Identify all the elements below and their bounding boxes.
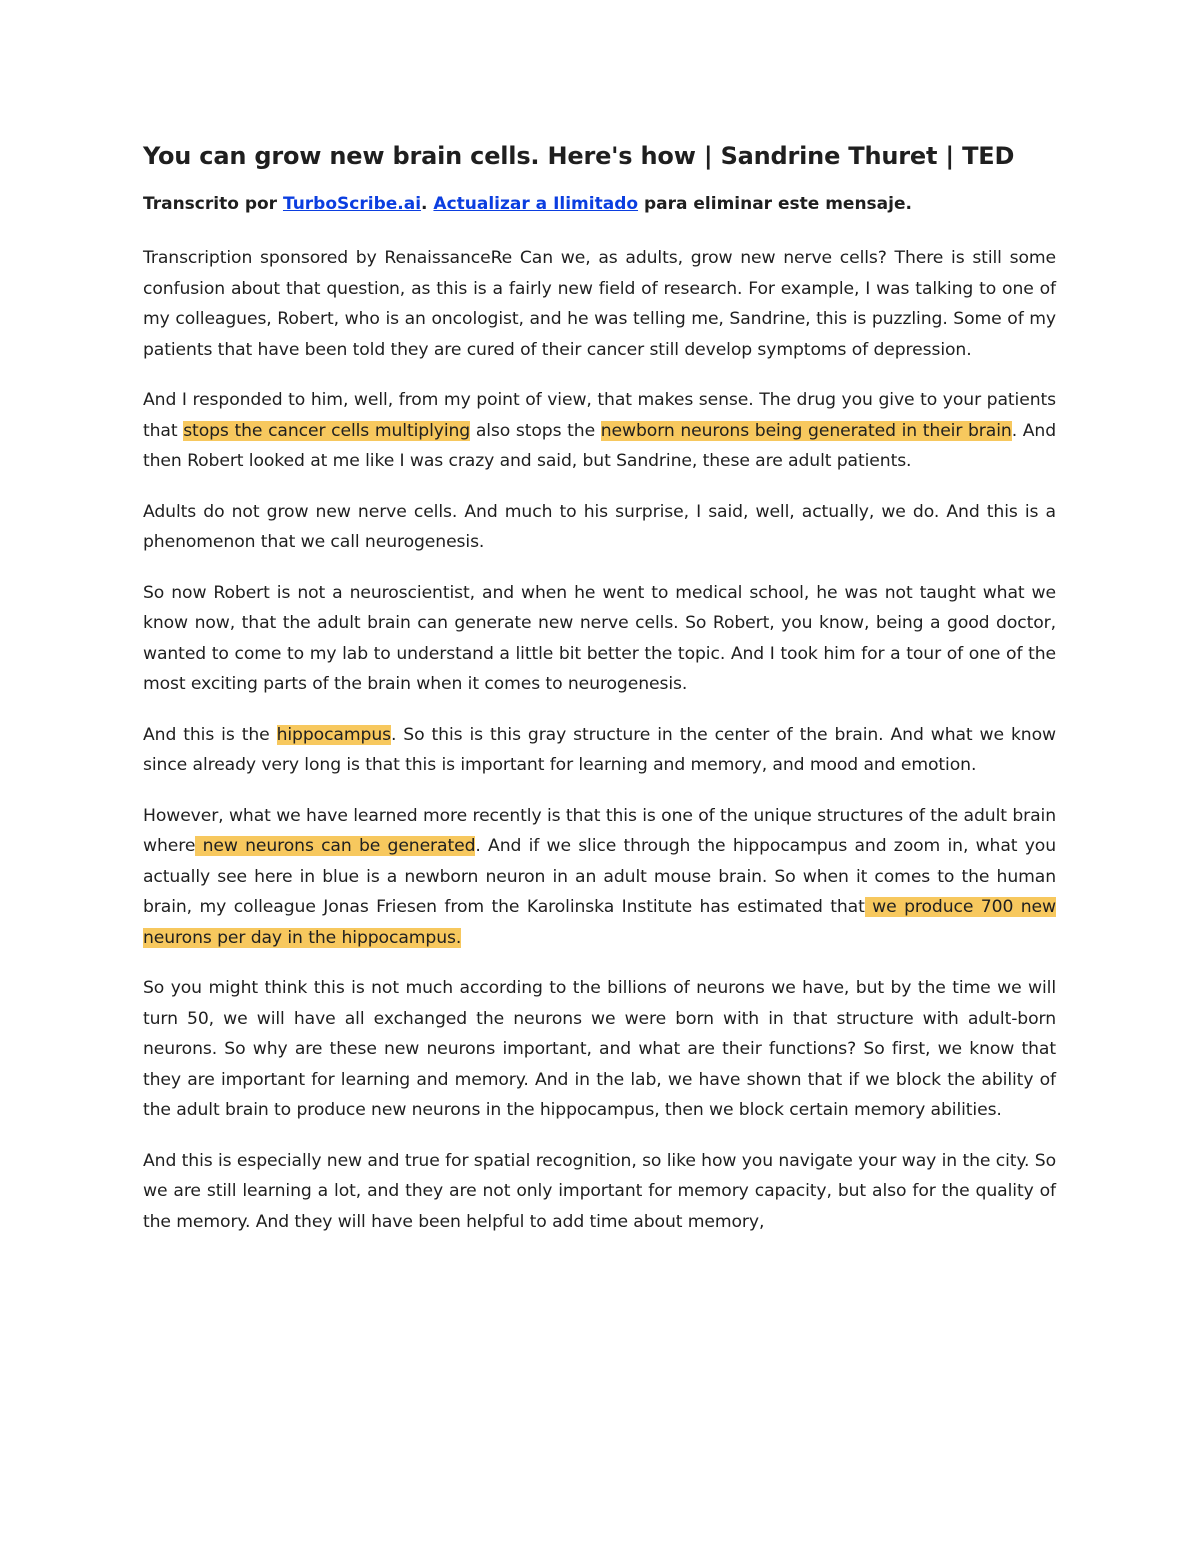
paragraph-text: And this is the xyxy=(143,724,277,745)
paragraph-text: Adults do not grow new nerve cells. And much to his surprise, I said, well, actually, we do. And this is a phenomenon that we call neurogenesis. xyxy=(143,501,1056,552)
highlighted-text: stops the cancer cells multiplying xyxy=(183,420,471,441)
transcript-paragraph xyxy=(143,1146,1056,1238)
transcript-paragraph xyxy=(143,385,1056,477)
transcript-paragraph xyxy=(143,720,1056,781)
paragraph-text: also stops the xyxy=(470,420,601,441)
upgrade-unlimited-link[interactable]: Actualizar a Ilimitado xyxy=(433,194,639,214)
transcript-paragraph xyxy=(143,973,1056,1126)
notice-prefix: Transcrito por xyxy=(143,194,283,214)
notice-suffix: para eliminar este mensaje. xyxy=(638,194,912,214)
transcript-paragraph xyxy=(143,497,1056,558)
transcript-paragraph xyxy=(143,801,1056,954)
paragraph-text: . So this is this gray structure in the center of the brain. And what we know since already very long is that this is important for learning and memory, and mood and emotion. xyxy=(143,724,1056,775)
transcript-paragraph xyxy=(143,578,1056,700)
highlighted-text: newborn neurons being generated in their brain xyxy=(600,420,1012,441)
paragraph-text: And I responded to him, well, from my point of view, that makes sense. The drug you give to your patients that xyxy=(143,390,1056,441)
paragraph-text: However, what we have learned more recently is that this is one of the unique structures of the adult brain where xyxy=(143,805,1056,856)
transcript-paragraph xyxy=(143,243,1056,365)
transcription-notice xyxy=(143,192,1056,216)
notice-separator: . xyxy=(421,194,434,214)
paragraph-text: . And if we slice through the hippocampus and zoom in, what you actually see here in blue is a newborn neuron in an adult mouse brain. So when it comes to the human brain, my colleague Jonas Friesen from the Karolinska Institute has estimated that xyxy=(143,836,1056,917)
paragraph-text: So now Robert is not a neuroscientist, and when he went to medical school, he was not taught what we know now, that the adult brain can generate new nerve cells. So Robert, you know, being a good doctor, wanted to come to my lab to understand a little bit better the topic. And I took him for a tour of one of the most exciting parts of the brain when it comes to neurogenesis. xyxy=(143,582,1056,694)
highlighted-text: new neurons can be generated xyxy=(195,836,476,856)
highlighted-text: we produce 700 new neurons per day in the hippocampus. xyxy=(143,897,1056,948)
document-title: You can grow new brain cells. Here's how | Sandrine Thuret | TED xyxy=(143,142,1015,170)
paragraph-text: So you might think this is not much according to the billions of neurons we have, but by the time we will turn 50, we will have all exchanged the neurons we were born with in that structure with adult-born neurons. So why are these new neurons important, and what are their functions? So first, we know that they are important for learning and memory. And in the lab, we have shown that if we block the ability of the adult brain to produce new neurons in the hippocampus, then we block certain memory abilities. xyxy=(143,978,1056,1120)
turboscribe-link[interactable]: TurboScribe.ai xyxy=(282,194,422,214)
paragraph-text: And this is especially new and true for spatial recognition, so like how you navigate your way in the city. So we are still learning a lot, and they are not only important for memory capacity, but also for the quality of the memory. And they will have been helpful to add time about memory, xyxy=(143,1150,1056,1232)
paragraph-text: Transcription sponsored by RenaissanceRe Can we, as adults, grow new nerve cells? There is still some confusion about that question, as this is a fairly new field of research. For example, I was talking to one of my colleagues, Robert, who is an oncologist, and he was telling me, Sandrine, this is puzzling. Some of my patients that have been told they are cured of their cancer still develop symptoms of depression. xyxy=(143,248,1056,360)
paragraph-text: . And then Robert looked at me like I was crazy and said, but Sandrine, these are adult patients. xyxy=(143,420,1057,471)
transcript-body xyxy=(143,243,1056,1237)
highlighted-text: hippocampus xyxy=(276,724,391,745)
document-page xyxy=(143,140,1056,1257)
